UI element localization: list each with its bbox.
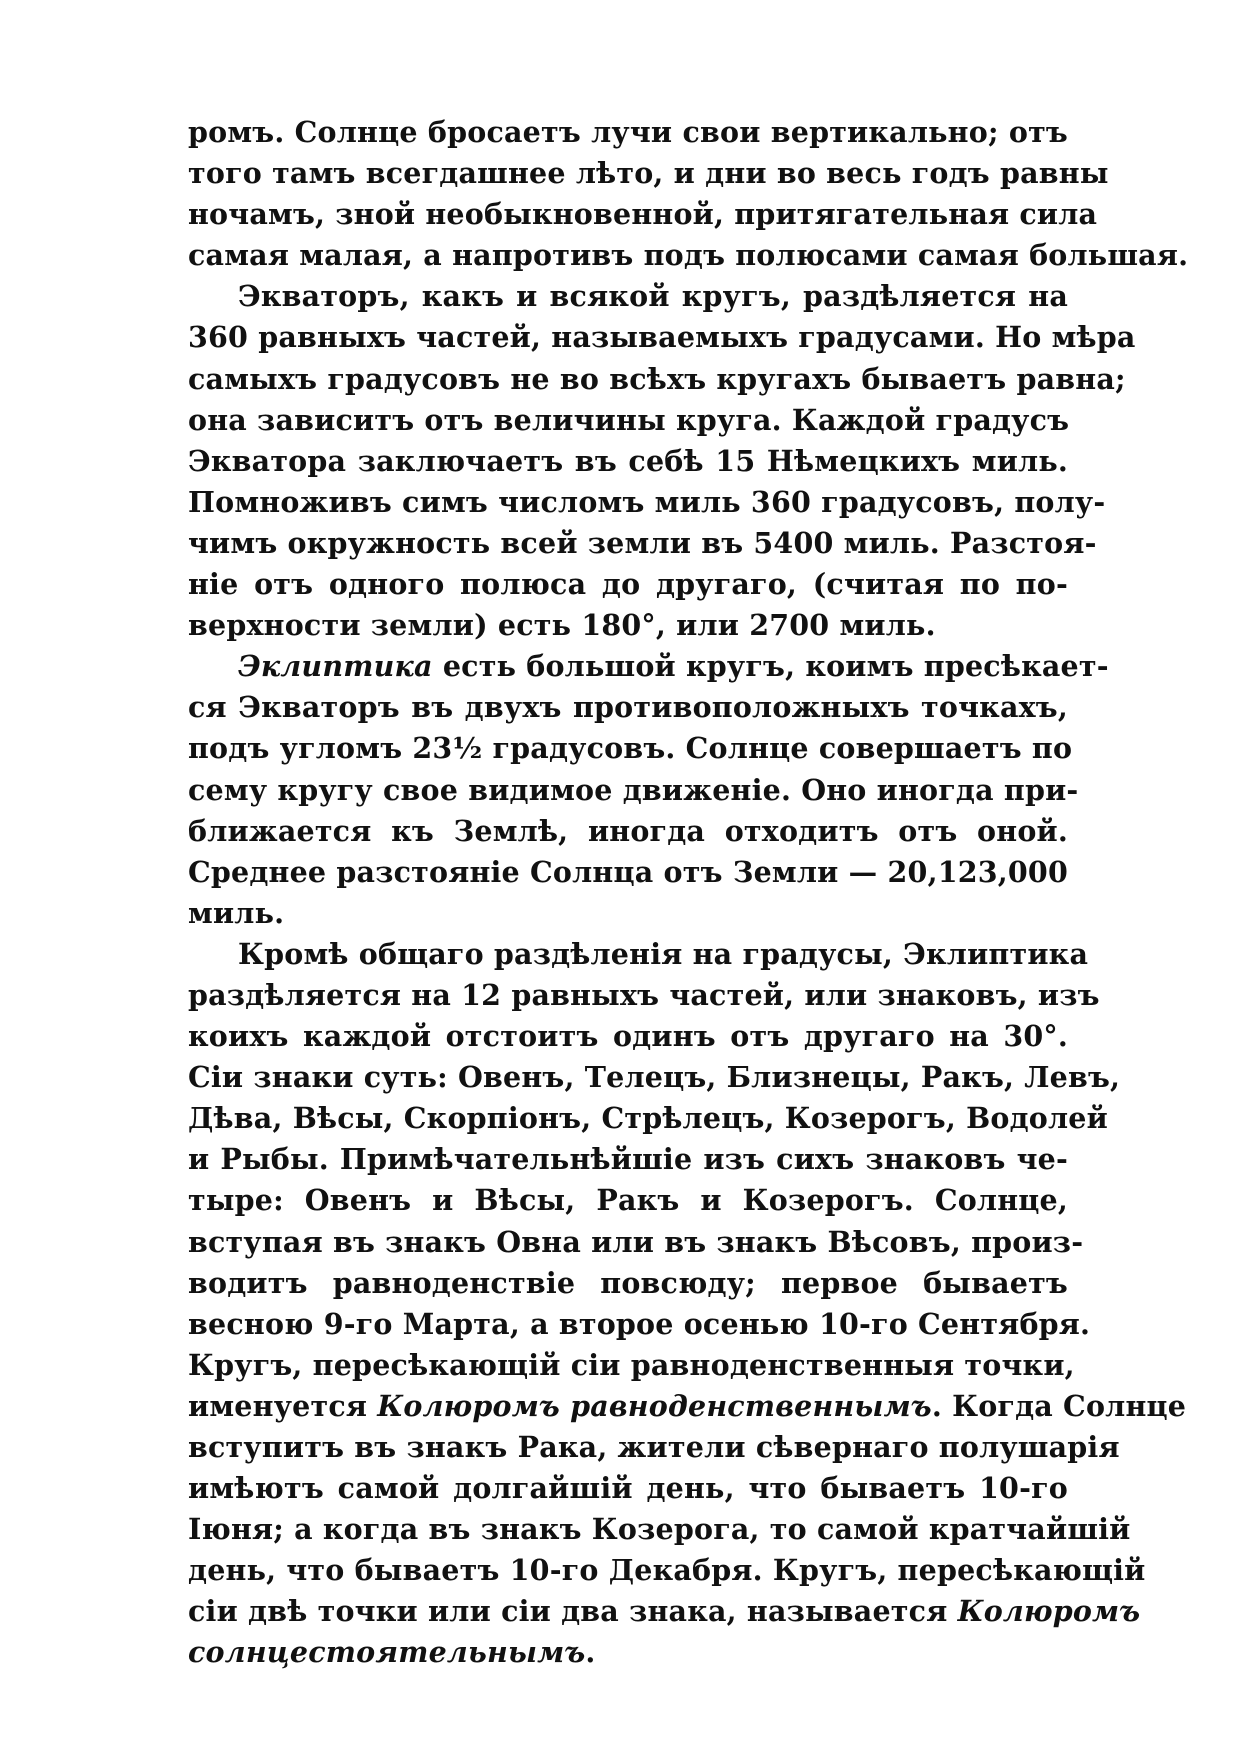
text-line: верхности земли) есть 180°, или 2700 миль. [188, 608, 936, 643]
paragraph-2 [188, 276, 1136, 646]
text-run: именуется [188, 1388, 378, 1423]
text-line: Сіи знаки суть: Овенъ, Телецъ, Близнецы, Ракъ, Левъ, [188, 1060, 1121, 1095]
text-line: Экваторъ, какъ и всякой кругъ, раздѣляется на [238, 279, 1068, 314]
term-colure: Колюромъ [957, 1594, 1141, 1629]
text-line: вступитъ въ знакъ Рака, жители сѣвернаго полушарія [188, 1430, 1120, 1464]
text-run: . [585, 1635, 596, 1670]
text-line: ромъ. Солнце бросаетъ лучи свои вертикально; отъ [188, 115, 1068, 149]
text-line: самая малая, а напротивъ подъ полюсами самая большая. [188, 238, 1189, 273]
term-solstitial: солнцестоятельнымъ [188, 1635, 586, 1670]
paragraph-1 [188, 112, 1189, 276]
text-line [188, 1591, 1141, 1632]
text-line: день, что бываетъ 10-го Декабря. Кругъ, пересѣкающій [188, 1553, 1146, 1588]
text-line: миль. [188, 895, 285, 930]
text-line: ніе отъ одного полюса до другаго, (считая по по- [188, 567, 1068, 602]
text-line: ночамъ, зной необыкновенной, притягательная сила [188, 197, 1098, 232]
text-line [188, 646, 1109, 687]
text-line: и Рыбы. Примѣчательнѣйшіе изъ сихъ знаковъ че- [188, 1142, 1068, 1177]
text-line: чимъ окружность всей земли въ 5400 миль. Разстоя- [188, 525, 1097, 560]
term-ecliptic: Эклиптика [238, 649, 433, 684]
text-line: Помноживъ симъ числомъ миль 360 градусовъ, полу- [188, 484, 1106, 519]
paragraph-4 [188, 934, 1187, 1674]
text-line: раздѣляется на 12 равныхъ частей, или знаковъ, изъ [188, 977, 1100, 1012]
text-line [188, 1386, 1187, 1427]
text-line: Кромѣ общаго раздѣленія на градусы, Эклиптика [238, 936, 1089, 971]
text-run: есть большой кругъ, коимъ пресѣкает- [432, 649, 1109, 684]
text-line: Іюня; а когда въ знакъ Козерога, то самой кратчайшій [188, 1512, 1131, 1547]
text-line: Кругъ, пересѣкающій сіи равноденственныя точки, [188, 1347, 1075, 1382]
text-line: сему кругу свое видимое движеніе. Оно иногда при- [188, 772, 1079, 807]
text-line: Среднее разстояніе Солнца отъ Земли — 20,123,000 [188, 854, 1068, 889]
term-equinoctial-colure: Колюромъ равноденственнымъ [377, 1388, 932, 1423]
paragraph-3 [188, 646, 1109, 934]
text-line: подъ угломъ 23½ градусовъ. Солнце совершаетъ по [188, 731, 1073, 766]
text-line: того тамъ всегдашнее лѣто, и дни во весь годъ равны [188, 156, 1109, 191]
text-line: ближается къ Землѣ, иногда отходитъ отъ оной. [188, 813, 1068, 848]
text-line: имѣютъ самой долгайшій день, что бываетъ 10-го [188, 1471, 1068, 1506]
text-line: Дѣва, Вѣсы, Скорпіонъ, Стрѣлецъ, Козерогъ, Водолей [188, 1101, 1108, 1136]
text-line: 360 равныхъ частей, называемыхъ градусами. Но мѣра [188, 320, 1136, 355]
page-body [188, 112, 1189, 1674]
text-line: самыхъ градусовъ не во всѣхъ кругахъ бываетъ равна; [188, 361, 1126, 396]
text-line: вступая въ знакъ Овна или въ знакъ Вѣсовъ, произ- [188, 1224, 1084, 1259]
text-line: Экватора заключаетъ въ себѣ 15 Нѣмецкихъ миль. [188, 443, 1068, 478]
text-line: весною 9-го Марта, а второе осенью 10-го Сентября. [188, 1306, 1091, 1341]
text-line: тыре: Овенъ и Вѣсы, Ракъ и Козерогъ. Солнце, [188, 1183, 1068, 1218]
text-line: водитъ равноденствіе повсюду; первое бываетъ [188, 1265, 1068, 1300]
text-line: она зависитъ отъ величины круга. Каждой градусъ [188, 402, 1070, 437]
text-line: ся Экваторъ въ двухъ противоположныхъ точкахъ, [188, 690, 1068, 725]
text-run: сіи двѣ точки или сіи два знака, называется [188, 1594, 958, 1629]
text-run: . Когда Солнце [931, 1388, 1187, 1423]
text-line: коихъ каждой отстоитъ одинъ отъ другаго на 30°. [188, 1019, 1068, 1054]
text-line [188, 1632, 1068, 1673]
